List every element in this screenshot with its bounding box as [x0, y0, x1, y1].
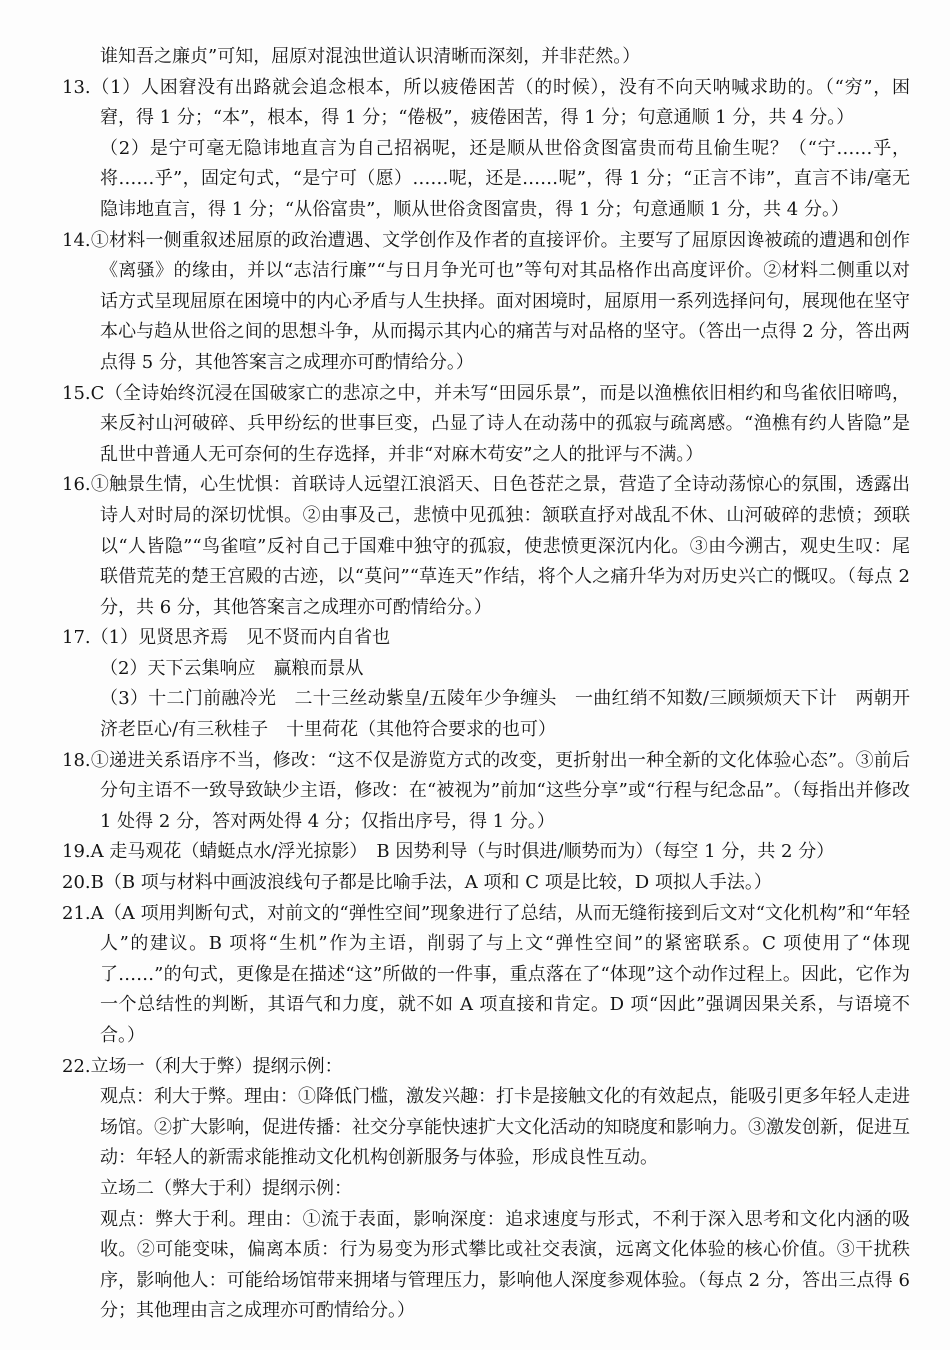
answer-20: 20.B（B 项与材料中画波浪线句子都是比喻手法，A 项和 C 项是比较，D 项拟人手法。） — [62, 872, 772, 894]
answer-17-part-3: （3）十二门前融冷光 二十三丝动紫皇/五陵年少争缠头 一曲红绡不知数/三顾频烦天下计 两朝开济老臣心/有三秋桂子 十里荷花（其他符合要求的也可） — [100, 688, 910, 741]
answer-21: 21.A（A 项用判断句式，对前文的“弹性空间”现象进行了总结，从而无缝衔接到后文对“文化机构”和“年轻人”的建议。B 项将“生机”作为主语，削弱了与上文“弹性空间”的紧密联系。C 项使用了“体现了……”的句式，更像是在描述“这”所做的一件事，重点落在了“体现”这个动作过程上。因此，它作为一个总结性的判断，其语气和力度，就不如 A 项直接和肯定。D 项“因此”强调因果关系，与语境不合。） — [62, 902, 910, 1046]
answer-12-continuation: 谁知吾之廉贞”可知，屈原对混浊世道认识清晰而深刻，并非茫然。） — [100, 46, 641, 67]
answer-17-part-2: （2）天下云集响应 赢粮而景从 — [100, 657, 364, 679]
answer-22-heading-2: 立场二（弊大于利）提纲示例： — [100, 1177, 352, 1199]
answer-22-stance-2: 观点：弊大于利。理由：①流于表面，影响深度：追求速度与形式，不利于深入思考和文化内涵的吸收。②可能变味，偏离本质：行为易变为形式攀比或社交表演，远离文化体验的核心价值。③干扰秩序，影响他人：可能给场馆带来拥堵与管理压力，影响他人深度参观体验。（每点 2 分，答出三点得 6 分；其他理由言之成理亦可酌情给分。） — [100, 1208, 916, 1322]
answer-22-stance-1: 观点：利大于弊。理由：①降低门槛，激发兴趣：打卡是接触文化的有效起点，能吸引更多年轻人走进场馆。②扩大影响，促进传播：社交分享能快速扩大文化活动的知晓度和影响力。③激发创新，促进互动：年轻人的新需求能推动文化机构创新服务与体验，形成良性互动。 — [100, 1086, 910, 1169]
answer-17-part-1: 17.（1）见贤思齐焉 见不贤而内自省也 — [62, 627, 391, 649]
answer-16: 16.①触景生情，心生忧惧：首联诗人远望江浪滔天、日色苍茫之景，营造了全诗动荡惊心的氛围，透露出诗人对时局的深切忧惧。②由事及己，悲愤中见孤独：颔联直抒对战乱不休、山河破碎的悲愤；颈联以“人皆隐”“鸟雀喧”反衬自己于国难中独守的孤寂，使悲愤更深沉内化。③由今溯古，观史生叹：尾联借荒芜的楚王宫殿的古迹，以“莫问”“草连天”作结，将个人之痛升华为对历史兴亡的慨叹。（每点 2 分，共 6 分，其他答案言之成理亦可酌情给分。） — [62, 474, 916, 618]
answer-15: 15.C（全诗始终沉浸在国破家亡的悲凉之中，并未写“田园乐景”，而是以渔樵依旧相约和鸟雀依旧啼鸣，来反衬山河破碎、兵甲纷纭的世事巨变，凸显了诗人在动荡中的孤寂与疏离感。“渔樵有约人皆隐”是乱世中普通人无可奈何的生存选择，并非“对麻木苟安”之人的批评与不满。） — [62, 382, 910, 465]
answer-14: 14.①材料一侧重叙述屈原的政治遭遇、文学创作及作者的直接评价。主要写了屈原因谗被疏的遭遇和创作《离骚》的缘由，并以“志洁行廉”“与日月争光可也”等句对其品格作出高度评价。②材料二侧重以对话方式呈现屈原在困境中的内心矛盾与人生抉择。面对困境时，屈原用一系列选择问句，展现他在坚守本心与趋从世俗之间的思想斗争，从而揭示其内心的痛苦与对品格的坚守。（答出一点得 2 分，答出两点得 5 分，其他答案言之成理亦可酌情给分。） — [62, 229, 910, 373]
answer-13-part-1: 13.（1）人困窘没有出路就会追念根本，所以疲倦困苦（的时候），没有不向天呐喊求助的。（“穷”，困窘，得 1 分；“本”，根本，得 1 分；“倦极”，疲倦困苦，得 1 分；句意通顺 1 分，共 4 分。） — [62, 76, 910, 129]
answer-22-heading: 22.立场一（利大于弊）提纲示例： — [62, 1055, 343, 1077]
answer-19: 19.A 走马观花（蜻蜓点水/浮光掠影） B 因势利导（与时俱进/顺势而为）（每空 1 分，共 2 分） — [62, 841, 835, 863]
answer-18: 18.①递进关系语序不当，修改：“这不仅是游览方式的改变，更折射出一种全新的文化体验心态”。③前后分句主语不一致导致缺少主语，修改：在“被视为”前加“这些分享”或“行程与纪念品”。（每指出并修改 1 处得 2 分，答对两处得 4 分；仅指出序号，得 1 分。） — [62, 749, 916, 832]
answer-13-part-2: （2）是宁可毫无隐讳地直言为自己招祸呢，还是顺从世俗贪图富贵而苟且偷生呢？（“宁……乎，将……乎”，固定句式，“是宁可（愿）……呢，还是……呢”，得 1 分；“正言不讳”，直言不讳/毫无隐讳地直言，得 1 分；“从俗富贵”，顺从世俗贪图富贵，得 1 分；句意通顺 1 分，共 4 分。） — [100, 137, 910, 220]
